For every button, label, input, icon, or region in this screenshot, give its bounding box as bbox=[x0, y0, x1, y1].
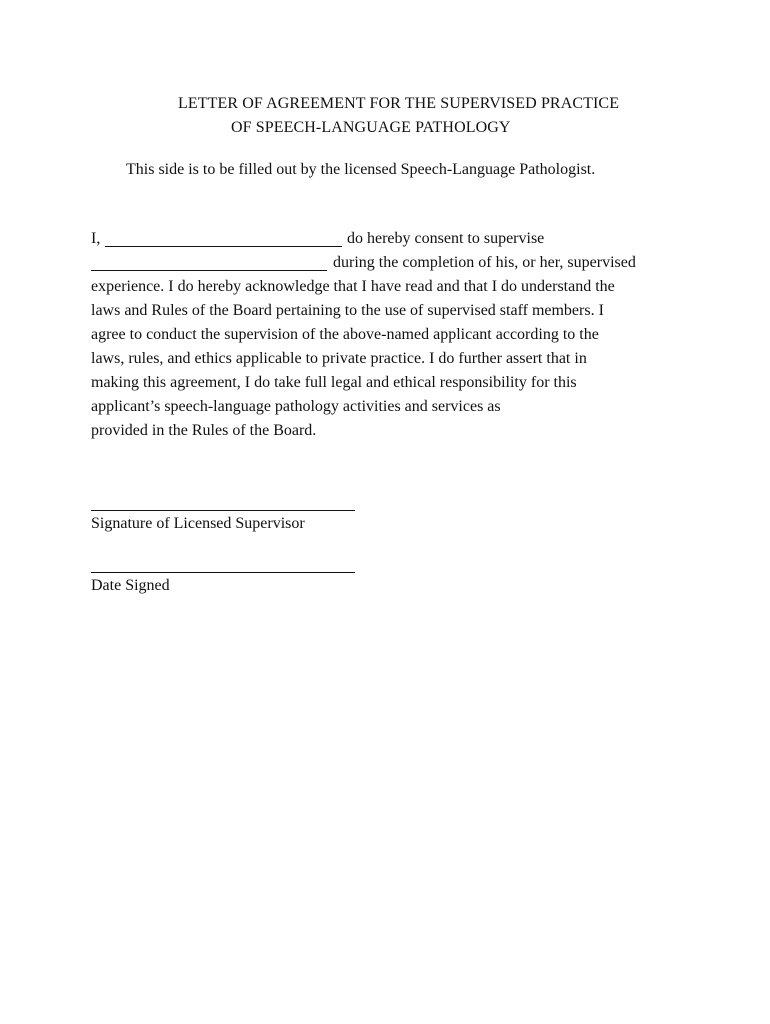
document-title-line-1: LETTER OF AGREEMENT FOR THE SUPERVISED PRACTICE bbox=[178, 95, 620, 112]
supervisor-signature-label: Signature of Licensed Supervisor bbox=[91, 515, 305, 532]
paragraph-line: provided in the Rules of the Board. bbox=[91, 422, 317, 439]
document-title-line-2: OF SPEECH-LANGUAGE PATHOLOGY bbox=[231, 119, 511, 136]
paragraph-line: agree to conduct the supervision of the above-named applicant according to the bbox=[91, 326, 599, 343]
supervisor-name-blank[interactable] bbox=[105, 246, 342, 247]
applicant-name-blank[interactable] bbox=[91, 270, 327, 271]
consent-suffix: do hereby consent to supervise bbox=[347, 230, 545, 247]
instruction-text: This side is to be filled out by the licensed Speech-Language Pathologist. bbox=[126, 161, 596, 178]
date-signed-label: Date Signed bbox=[91, 577, 170, 594]
consent-prefix: I, bbox=[91, 230, 101, 247]
completion-text: during the completion of his, or her, supervised bbox=[333, 254, 636, 271]
paragraph-line: laws, rules, and ethics applicable to private practice. I do further assert that in bbox=[91, 350, 587, 367]
paragraph-line: making this agreement, I do take full legal and ethical responsibility for this bbox=[91, 374, 577, 391]
paragraph-line: experience. I do hereby acknowledge that I have read and that I do understand the bbox=[91, 278, 615, 295]
paragraph-line: applicant’s speech-language pathology activities and services as bbox=[91, 398, 501, 415]
paragraph-line: laws and Rules of the Board pertaining to the use of supervised staff members. I bbox=[91, 302, 604, 319]
date-signed-line[interactable] bbox=[91, 572, 355, 573]
supervisor-signature-line[interactable] bbox=[91, 510, 355, 511]
